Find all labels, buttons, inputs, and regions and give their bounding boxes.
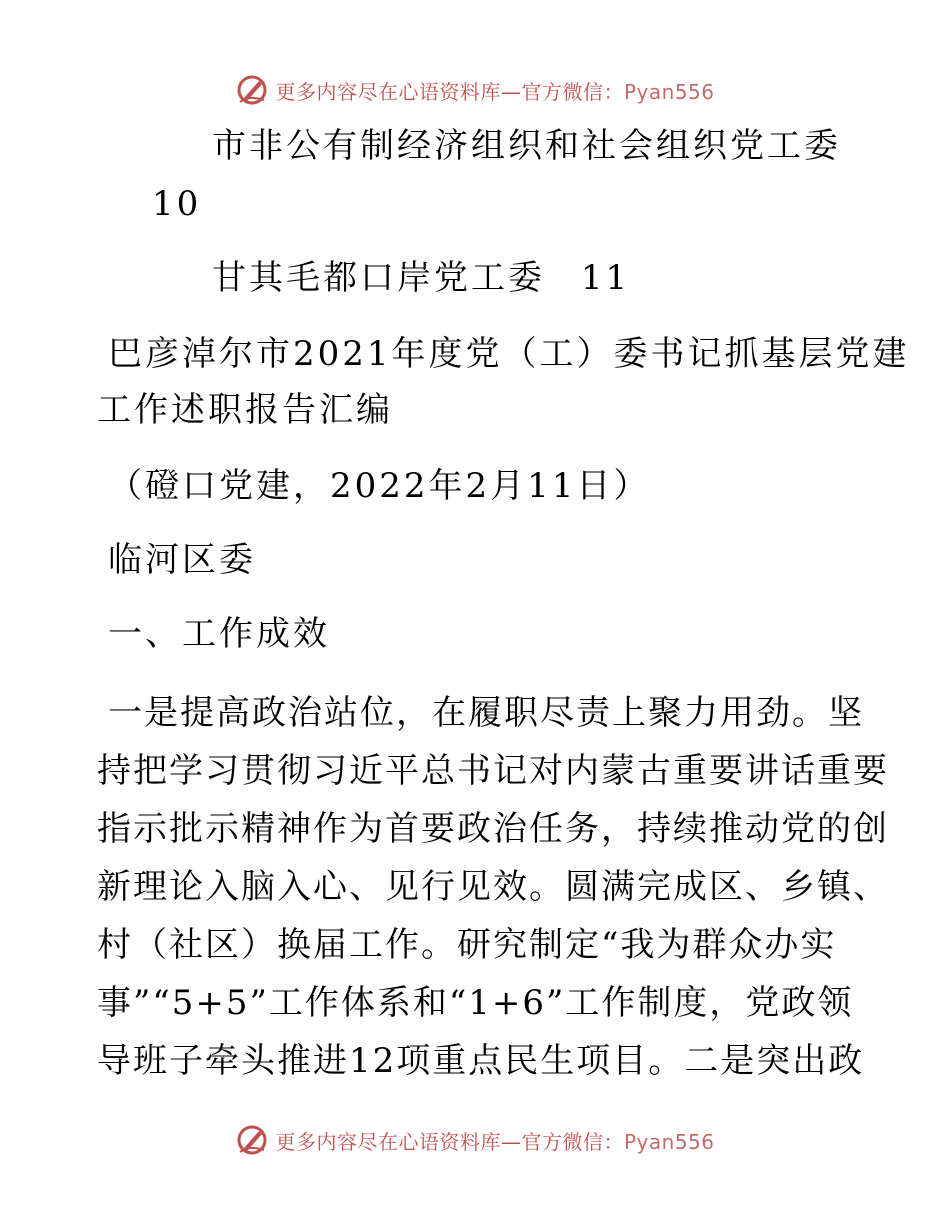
doc-source: （磴口党建，2022年2月11日）	[108, 466, 651, 506]
doc-author: 临河区委	[108, 540, 256, 580]
body-line: 新理论入脑入心、见行见效。圆满完成区、乡镇、	[97, 867, 889, 907]
pen-logo-icon	[235, 73, 269, 107]
watermark-text: 更多内容尽在心语资料库—官方微信：Pyan556	[275, 1129, 715, 1154]
pen-logo-icon	[235, 1123, 269, 1157]
toc-entry-title: 市非公有制经济组织和社会组织党工委	[212, 126, 841, 166]
section-heading: 一、工作成效	[108, 614, 330, 654]
toc-entry-title: 甘其毛都口岸党工委	[212, 258, 545, 298]
watermark-header	[0, 70, 950, 110]
body-paragraph	[97, 684, 889, 1090]
doc-title-line-2: 工作述职报告汇编	[97, 390, 393, 430]
watermark-wechat-id: Pyan556	[623, 1129, 715, 1154]
watermark-wechat-id: Pyan556	[623, 79, 715, 104]
body-line: 事”“5+5”工作体系和“1+6”工作制度，党政领	[97, 983, 854, 1023]
toc-entry-page: 10	[152, 184, 202, 224]
body-line: 指示批示精神作为首要政治任务，持续推动党的创	[97, 809, 889, 849]
watermark-text: 更多内容尽在心语资料库—官方微信：Pyan556	[275, 79, 715, 104]
body-line: 一是提高政治站位，在履职尽责上聚力用劲。坚	[108, 693, 864, 733]
body-line: 导班子牵头推进12项重点民生项目。二是突出政	[97, 1041, 865, 1081]
toc-entry-page: 11	[580, 258, 631, 298]
body-line: 持把学习贯彻习近平总书记对内蒙古重要讲话重要	[97, 751, 889, 791]
watermark-footer	[0, 1120, 950, 1160]
body-line: 村（社区）换届工作。研究制定“我为群众办实	[97, 925, 837, 965]
doc-title-line-1: 巴彦淖尔市2021年度党（工）委书记抓基层党建	[108, 334, 910, 374]
toc-entry	[212, 258, 630, 298]
